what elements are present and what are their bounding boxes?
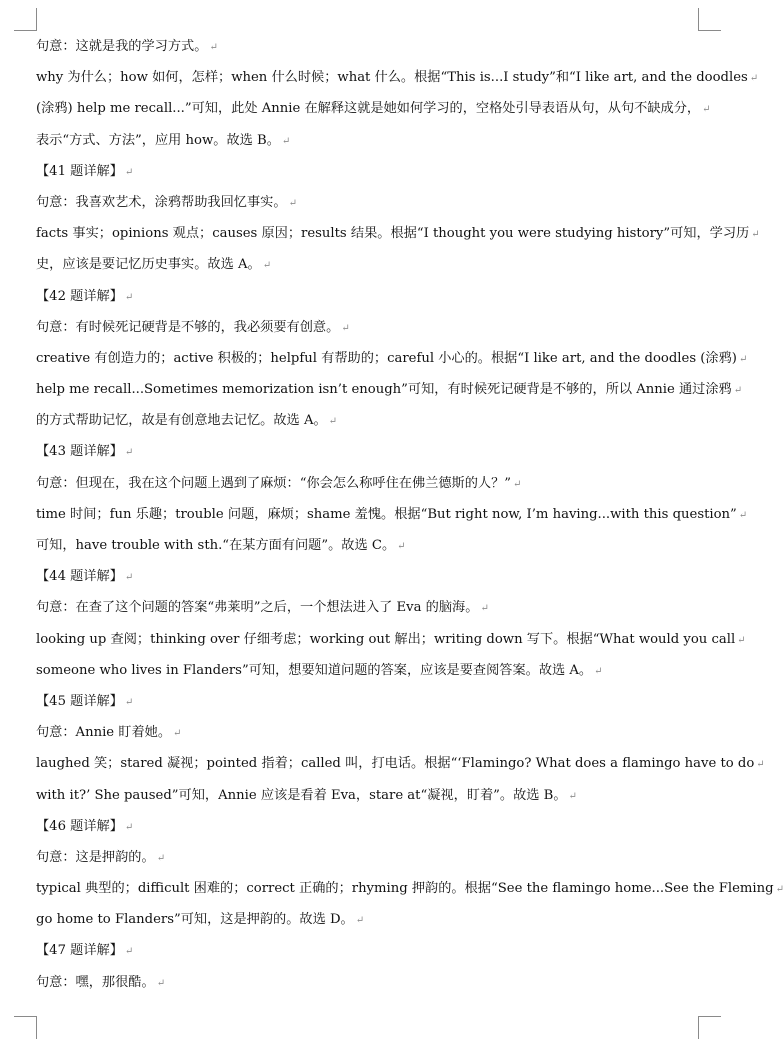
line-text: 句意：在查了这个问题的答案“弗莱明”之后，一个想法进入了 Eva 的脑海。 (36, 600, 479, 616)
line-text: 【45 题详解】 (36, 693, 123, 709)
paragraph-mark-icon: ↵ (124, 447, 134, 459)
line-text: creative 有创造力的；active 积极的；helpful 有帮助的；careful 小心的。根据“I like art, and the doodles (涂鸦) (36, 350, 737, 366)
text-line (36, 873, 784, 904)
text-line (36, 218, 760, 249)
text-line (36, 842, 700, 873)
line-text: with it?’ She paused”可知，Annie 应该是看着 Eva，stare at“凝视，盯着”。故选 B。 (36, 787, 567, 803)
bottom-right-margin-mark (698, 1016, 721, 1039)
line-text: 【41 题详解】 (36, 163, 123, 179)
line-text: 句意：但现在，我在这个问题上遇到了麻烦：“你会怎么称呼住在佛兰德斯的人？” (36, 475, 512, 491)
paragraph-mark-icon: ↵ (751, 229, 760, 241)
line-text: 句意：这就是我的学习方式。 (36, 39, 208, 54)
paragraph-mark-icon: ↵ (749, 73, 759, 85)
top-left-margin-mark (14, 8, 37, 31)
line-text: 句意：我喜欢艺术，涂鸦帮助我回忆事实。 (36, 194, 287, 210)
line-text: 句意：这是押韵的。 (36, 849, 155, 865)
paragraph-mark-icon: ↵ (702, 104, 711, 116)
paragraph-mark-icon: ↵ (480, 603, 489, 615)
line-text: 【43 题详解】 (36, 444, 123, 460)
paragraph-mark-icon: ↵ (397, 541, 406, 552)
line-text: 可知，have trouble with sth.“在某方面有问题”。故选 C。 (36, 538, 396, 553)
paragraph-mark-icon: ↵ (124, 821, 134, 833)
text-line (36, 312, 700, 343)
text-line (36, 468, 700, 499)
text-line (36, 187, 700, 218)
text-line (36, 811, 700, 842)
text-line (36, 530, 700, 561)
line-text: (涂鸦) help me recall...”可知，此处 Annie 在解释这就是她如何学习的，空格处引导表语从句，从句不缺成分， (36, 101, 701, 117)
line-text: 【46 题详解】 (36, 818, 123, 834)
line-text: time 时间；fun 乐趣；trouble 问题，麻烦；shame 羞愧。根据“But right now, I’m having...with this question” (36, 506, 737, 522)
text-line (36, 62, 759, 93)
paragraph-mark-icon: ↵ (124, 291, 134, 303)
paragraph-mark-icon: ↵ (281, 135, 291, 147)
line-text: looking up 查阅；thinking over 仔细考虑；working out 解出；writing down 写下。根据“What would you call (36, 631, 736, 647)
paragraph-mark-icon: ↵ (173, 728, 182, 740)
paragraph-mark-icon: ↵ (328, 416, 338, 428)
paragraph-mark-icon: ↵ (124, 946, 134, 958)
paragraph-mark-icon: ↵ (738, 509, 748, 521)
line-text: 的方式帮助记忆，故是有创意地去记忆。故选 A。 (36, 413, 327, 429)
text-line (36, 780, 700, 811)
paragraph-mark-icon: ↵ (124, 696, 134, 708)
text-line (36, 374, 743, 405)
line-text: 句意：有时候死记硬背是不够的，我必须要有创意。 (36, 319, 340, 335)
line-text: 史，应该是要记忆历史事实。故选 A。 (36, 257, 261, 273)
line-text: why 为什么；how 如何，怎样；when 什么时候；what 什么。根据“This is...I study”和“I like art, and the doodles (36, 70, 748, 86)
text-line (36, 592, 700, 623)
paragraph-mark-icon: ↵ (288, 197, 297, 209)
paragraph-mark-icon: ↵ (355, 915, 365, 927)
text-line (36, 499, 748, 530)
text-line (36, 624, 746, 655)
text-line (36, 436, 700, 467)
line-text: 【44 题详解】 (36, 569, 123, 585)
text-line (36, 935, 700, 966)
line-text: laughed 笑；stared 凝视；pointed 指着；called 叫，打电话。根据“‘Flamingo? What does a flamingo have to do (36, 756, 755, 772)
text-line (36, 405, 700, 436)
paragraph-mark-icon: ↵ (124, 572, 134, 584)
line-text: 句意：嘿，那很酷。 (36, 974, 155, 990)
paragraph-mark-icon: ↵ (124, 166, 134, 178)
text-line (36, 686, 700, 717)
paragraph-mark-icon: ↵ (341, 322, 350, 334)
line-text: help me recall...Sometimes memorization isn’t enough”可知，有时候死记硬背是不够的，所以 Annie 通过涂鸦 (36, 382, 732, 398)
text-line (36, 655, 700, 686)
text-line (36, 967, 700, 998)
line-text: 【42 题详解】 (36, 288, 123, 304)
text-line (36, 561, 700, 592)
paragraph-mark-icon: ↵ (756, 759, 765, 771)
text-line (36, 156, 700, 187)
paragraph-mark-icon: ↵ (737, 634, 746, 646)
text-line (36, 93, 711, 124)
paragraph-mark-icon: ↵ (594, 665, 603, 677)
text-line (36, 125, 700, 156)
document-body (36, 31, 784, 998)
line-text: 句意：Annie 盯着她。 (36, 725, 172, 741)
line-text: facts 事实；opinions 观点；causes 原因；results 结果。根据“I thought you were studying history”可知，学习历 (36, 226, 750, 242)
text-line (36, 281, 700, 312)
text-line (36, 717, 700, 748)
text-line (36, 748, 765, 779)
line-text: 【47 题详解】 (36, 943, 123, 959)
text-line (36, 249, 700, 280)
line-text: typical 典型的；difficult 困难的；correct 正确的；rhyming 押韵的。根据“See the flamingo home...See the Fleming (36, 881, 774, 897)
bottom-left-margin-mark (14, 1016, 37, 1039)
paragraph-mark-icon: ↵ (733, 385, 743, 397)
line-text: someone who lives in Flanders”可知，想要知道问题的答案，应该是要查阅答案。故选 A。 (36, 662, 593, 678)
line-text: go home to Flanders”可知，这是押韵的。故选 D。 (36, 912, 354, 928)
paragraph-mark-icon: ↵ (568, 790, 577, 802)
text-line (36, 31, 700, 62)
paragraph-mark-icon: ↵ (156, 977, 166, 989)
paragraph-mark-icon: ↵ (513, 478, 522, 490)
paragraph-mark-icon: ↵ (262, 260, 272, 272)
paragraph-mark-icon: ↵ (209, 42, 218, 53)
paragraph-mark-icon: ↵ (775, 884, 784, 896)
text-line (36, 904, 700, 935)
paragraph-mark-icon: ↵ (156, 852, 166, 864)
text-line (36, 343, 748, 374)
top-right-margin-mark (698, 8, 721, 31)
paragraph-mark-icon: ↵ (738, 353, 748, 365)
line-text: 表示“方式、方法”，应用 how。故选 B。 (36, 132, 280, 148)
